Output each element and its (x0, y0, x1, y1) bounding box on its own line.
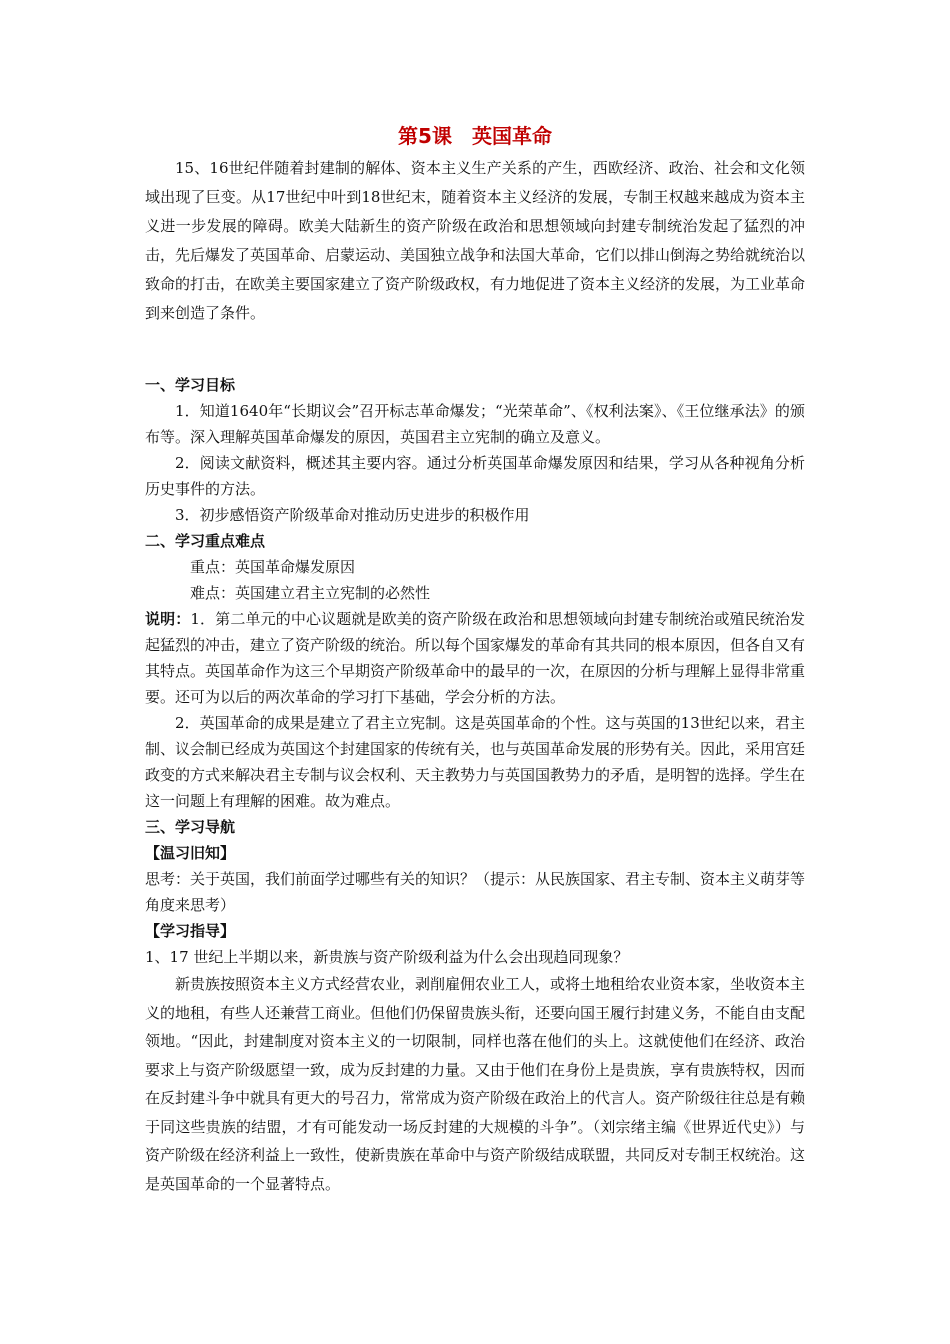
section-heading-focus: 二、学习重点难点 (145, 532, 266, 550)
section-heading-goals: 一、学习目标 (145, 376, 236, 394)
note-paragraph-2: 2．英国革命的成果是建立了君主立宪制。这是英国革命的个性。这与英国的13世纪以来，君主制、议会制已经成为英国这个封建国家的传统有关，也与英国革命发展的形势有关。因此，采用宫廷政变的方式来解决君主专制与议会权利、天主教势力与英国国教势力的矛盾，是明智的选择。学生在这一问题上有理解的困难。故为难点。 (145, 714, 806, 810)
review-heading: 【温习旧知】 (145, 844, 236, 862)
study-heading: 【学习指导】 (145, 922, 236, 940)
lesson-title: 第5课 英国革命 (398, 124, 552, 148)
question-1: 1、17 世纪上半期以来，新贵族与资产阶级利益为什么会出现趋同现象？ (145, 948, 629, 966)
goal-item: 2．阅读文献资料，概述其主要内容。通过分析英国革命爆发原因和结果，学习从各种视角分析历史事件的方法。 (145, 454, 805, 498)
goal-item: 3．初步感悟资产阶级革命对推动历史进步的积极作用 (175, 506, 530, 524)
document-body (145, 372, 805, 1198)
goal-item: 1．知道1640年“长期议会”召开标志革命爆发；“光荣革命”、《权利法案》、《王位继承法》的颁布等。深入理解英国革命爆发的原因，英国君主立宪制的确立及意义。 (145, 402, 805, 446)
review-text: 思考：关于英国，我们前面学过哪些有关的知识？（提示：从民族国家、君主专制、资本主义萌芽等角度来思考） (145, 870, 806, 914)
key-point: 重点：英国革命爆发原因 (190, 558, 356, 576)
section-heading-guide: 三、学习导航 (145, 818, 236, 836)
note-label: 说明： (145, 610, 191, 628)
note-text-1: 1．第二单元的中心议题就是欧美的资产阶级在政治和思想领域向封建专制统治或殖民统治发起猛烈的冲击，建立了资产阶级的统治。所以每个国家爆发的革命有其共同的根本原因，但各自又有其特点。英国革命作为这三个早期资产阶级革命中的最早的一次，在原因的分析与理解上显得非常重要。还可为以后的两次革命的学习打下基础，学会分析的方法。 (145, 610, 806, 706)
difficulty-point: 难点：英国建立君主立宪制的必然性 (190, 584, 431, 602)
answer-1: 新贵族按照资本主义方式经营农业，剥削雇佣农业工人，或将土地租给农业资本家，坐收资本主义的地租，有些人还兼营工商业。但他们仍保留贵族头衔，还要向国王履行封建义务，不能自由支配领地。“因此，封建制度对资本主义的一切限制，同样也落在他们的头上。这就使他们在经济、政治要求上与资产阶级愿望一致，成为反封建的力量。又由于他们在身份上是贵族，享有贵族特权，因而在反封建斗争中就具有更大的号召力，常常成为资产阶级在政治上的代言人。资产阶级往往总是有赖于同这些贵族的结盟，才有可能发动一场反封建的大规模的斗争”。（刘宗绪主编《世界近代史》）与资产阶级在经济利益上一致性，使新贵族在革命中与资产阶级结成联盟，共同反对专制王权统治。这是英国革命的一个显著特点。 (145, 975, 806, 1193)
note-paragraph-1 (145, 606, 805, 710)
intro-paragraph: 15、16世纪伴随着封建制的解体、资本主义生产关系的产生，西欧经济、政治、社会和文化领域出现了巨变。从17世纪中叶到18世纪末，随着资本主义经济的发展，专制王权越来越成为资本主义进一步发展的障碍。欧美大陆新生的资产阶级在政治和思想领域向封建专制统治发起了猛烈的冲击，先后爆发了英国革命、启蒙运动、美国独立战争和法国大革命，它们以排山倒海之势给就统治以致命的打击，在欧美主要国家建立了资产阶级政权，有力地促进了资本主义经济的发展，为工业革命到来创造了条件。 (145, 159, 806, 322)
